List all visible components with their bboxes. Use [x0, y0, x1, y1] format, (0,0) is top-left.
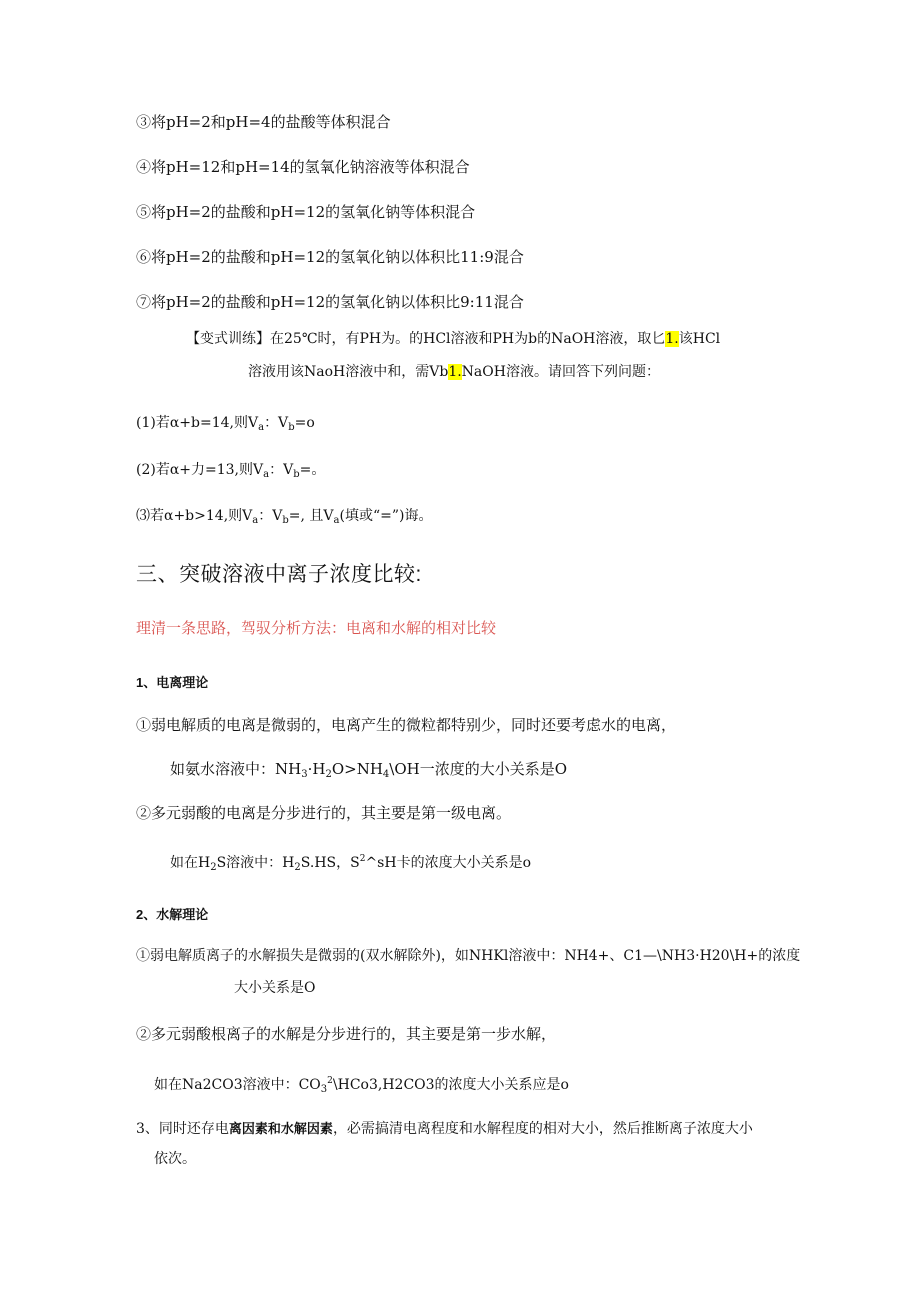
question-text: =o [294, 415, 315, 431]
item-6: ⑥将pH=2的盐酸和pH=12的氢氧化钠以体积比11:9混合 [136, 248, 524, 266]
question-3 [136, 506, 432, 531]
variant-text: 溶液用该NaoH溶液中和，需Vb [248, 364, 449, 380]
example-4 [154, 1071, 569, 1100]
example-2 [170, 849, 531, 878]
example-text: S溶液中：H [216, 855, 295, 871]
paragraph-1: ①弱电解质的电离是微弱的，电离产生的微粒都特别少，同时还要考虑水的电离， [136, 716, 677, 734]
example-text: ·H [307, 760, 326, 778]
subscript: 2 [325, 769, 332, 780]
question-text: (2)若α+力=13,则V [136, 462, 264, 478]
subsection-title-ionization: 1、电离理论 [136, 675, 209, 690]
section-heading: 三、突破溶液中离子浓度比较: [136, 563, 422, 586]
question-text: ：V [269, 462, 294, 478]
question-text: =。 [299, 462, 326, 478]
question-text: =, 且V [288, 508, 334, 524]
subscript: 2 [294, 862, 301, 873]
question-text: ⑶若α+b>14,则V [136, 508, 253, 524]
example-text: 如在Na2CO3溶液中：CO [154, 1077, 321, 1093]
subscript: 4 [382, 769, 390, 780]
subscript: 3 [320, 1084, 328, 1095]
subscript: b [282, 515, 289, 526]
question-text: (1)若α+b=14,则V [136, 415, 259, 431]
highlight-mark: 1. [448, 364, 462, 380]
red-subheading: 理清一条思路，驾驭分析方法：电离和水解的相对比较 [136, 619, 497, 637]
subscript: a [263, 469, 270, 480]
subscript: a [258, 422, 265, 433]
example-text: \OH一浓度的大小关系是O [389, 760, 568, 778]
subscript: a [333, 515, 340, 526]
item-3: ③将pH=2和pH=4的盐酸等体积混合 [136, 113, 391, 131]
example-text: 如氨水溶液中：NH [170, 760, 302, 778]
subscript: 3 [301, 769, 308, 780]
paragraph-5-continuation: 依次。 [154, 1151, 196, 1167]
paragraph-text: ，必需搞清电离程度和水解程度的相对大小，然后推断离子浓度大小 [332, 1121, 753, 1137]
subscript: 2 [210, 862, 217, 873]
example-text: S.HS，S [300, 855, 360, 871]
variant-text: NaOH溶液。请回答下列问题： [461, 364, 660, 380]
question-text: ：V [264, 415, 289, 431]
subscript: b [293, 469, 300, 480]
example-text: \HCo3,H2CO3的浓度大小关系应是o [332, 1077, 569, 1093]
question-text: ：V [258, 508, 283, 524]
subscript: b [288, 422, 295, 433]
item-7: ⑦将pH=2的盐酸和pH=12的氢氧化钠以体积比9:11混合 [136, 293, 524, 311]
item-4: ④将pH=12和pH=14的氢氧化钠溶液等体积混合 [136, 158, 470, 176]
example-text: 如在H [170, 855, 211, 871]
example-text: ^sH卡的浓度大小关系是o [365, 855, 532, 871]
emphasized-text: 离因素和水解因素 [228, 1121, 333, 1136]
variant-text: 【变式训练】在25℃时，有PH为。的HCl溶液和PH为b的NaOH溶液，取匕 [186, 331, 666, 347]
subscript: a [252, 515, 259, 526]
paragraph-3: ①弱电解质离子的水解损失是微弱的(双水解除外)，如NHKl溶液中：NH4+、C1—\NH3·H20\H+的浓度 [136, 948, 801, 964]
example-text: O>NH [331, 760, 383, 778]
subsection-title-hydrolysis: 2、水解理论 [136, 907, 209, 922]
paragraph-2: ②多元弱酸的电离是分步进行的，其主要是第一级电离。 [136, 804, 512, 822]
paragraph-5 [136, 1119, 753, 1139]
question-1 [136, 413, 315, 438]
example-1 [170, 759, 567, 785]
paragraph-3-continuation: 大小关系是O [234, 980, 316, 996]
highlight-mark: 1. [665, 331, 679, 347]
superscript: 2 [327, 1076, 333, 1086]
paragraph-text: 3、同时还存电 [136, 1121, 229, 1137]
superscript: 2 [359, 854, 366, 864]
question-text: (填或“=”)诲。 [339, 508, 433, 524]
item-5: ⑤将pH=2的盐酸和pH=12的氢氧化钠等体积混合 [136, 203, 476, 221]
question-2 [136, 460, 325, 485]
paragraph-4: ②多元弱酸根离子的水解是分步进行的，其主要是第一步水解， [136, 1025, 557, 1043]
variant-training-line2 [248, 362, 660, 382]
variant-text: 该HCl [678, 331, 721, 347]
variant-training-line1 [186, 329, 720, 349]
